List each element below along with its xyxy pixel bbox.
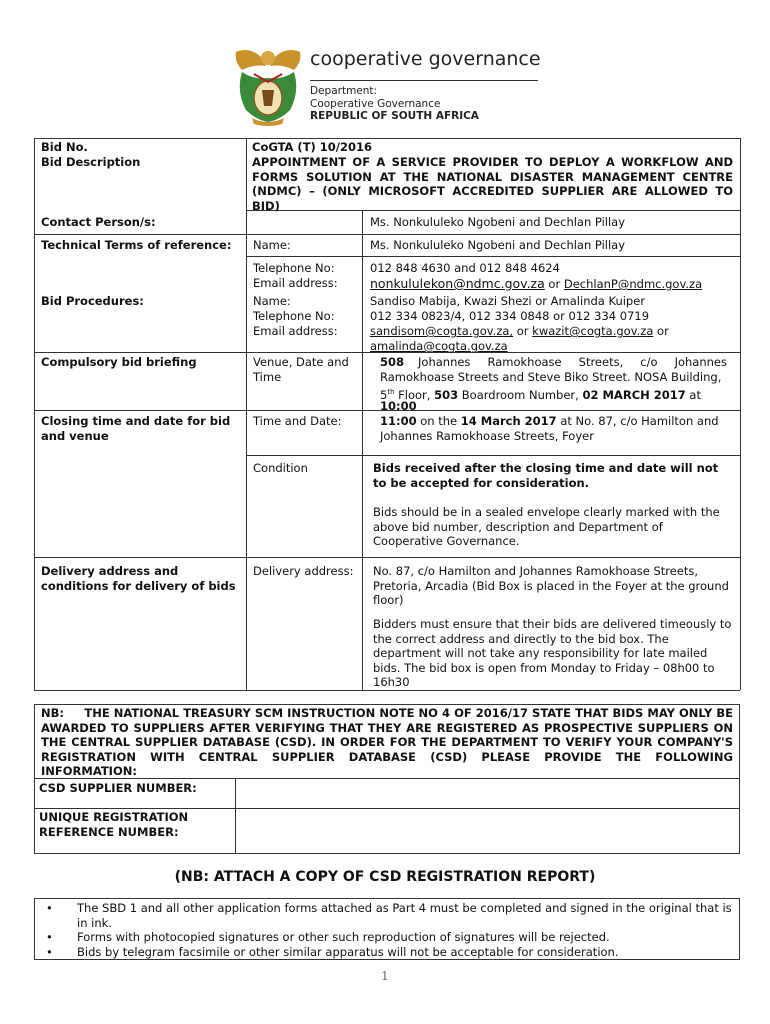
briefing-date: 02 MARCH 2017: [582, 387, 686, 402]
bid-number: CoGTA (T) 10/2016: [252, 140, 373, 154]
csd-supplier-number-field[interactable]: [236, 779, 739, 808]
label-technical-terms: Technical Terms of reference:: [41, 238, 232, 252]
row-line: [34, 234, 740, 235]
or-text: or: [513, 324, 533, 338]
closing-on: on the: [416, 414, 461, 428]
row-line: [34, 557, 740, 558]
bullet-list: [46, 901, 734, 959]
label-bid-description: Bid Description: [41, 155, 141, 169]
delivery-address: No. 87, c/o Hamilton and Johannes Ramokhoase Streets, Pretoria, Arcadia (Bid Box is placed in the Foyer at the ground floor): [373, 564, 729, 607]
attach-note: (NB: ATTACH A COPY OF CSD REGISTRATION REPORT): [174, 869, 596, 885]
briefing-line-1-text: Johannes Ramokhoase Streets, c/o Johannes: [418, 355, 727, 369]
tech-email-link-1[interactable]: nonkululekon@ndmc.gov.za: [370, 276, 545, 291]
dept-line-3: REPUBLIC OF SOUTH AFRICA: [310, 110, 479, 122]
proc-email-link-3[interactable]: amalinda@cogta.gov.za: [370, 339, 508, 353]
row-line: [246, 455, 740, 456]
brand-title: cooperative governance: [310, 48, 541, 70]
label-compulsory-briefing: Compulsory bid briefing: [41, 355, 197, 369]
tech-email-link-2[interactable]: DechlanP@ndmc.gov.za: [563, 277, 703, 291]
table-col-divider-1: [246, 138, 247, 690]
list-item: [46, 901, 734, 930]
delivery-conditions: Bidders must ensure that their bids are delivered timeously to the correct address and directly to the bid box. The department will not take any responsibility for late mailed bids. The bid box is open from Monday to Friday – 08h00 to 16h30: [373, 617, 732, 689]
condition-label: Condition: [253, 461, 308, 475]
briefing-floor-sup: th: [387, 388, 395, 396]
label-delivery-1: Delivery address and: [41, 564, 179, 578]
brand-divider: [310, 80, 538, 81]
condition-bold-text: Bids received after the closing time and date will not to be accepted for consideration.: [373, 461, 719, 490]
closing-line-1: [380, 414, 719, 429]
or-text: or: [544, 277, 564, 291]
row-line: [246, 256, 740, 257]
bullet-text: Bids by telegram facsimile or other similar apparatus will not be acceptable for consideration.: [77, 944, 619, 959]
briefing-floor-text: Floor,: [394, 387, 435, 402]
csd-unique-ref-field[interactable]: [236, 809, 739, 853]
list-item: [46, 945, 734, 960]
or-text: or: [653, 324, 669, 338]
csd-unique-ref-label-1: UNIQUE REGISTRATION: [39, 810, 189, 824]
bullet-icon: •: [46, 930, 53, 944]
tech-name: Ms. Nonkululeko Ngobeni and Dechlan Pillay: [370, 238, 626, 252]
closing-label: Time and Date:: [253, 414, 342, 428]
table-border-bottom: [34, 690, 740, 691]
label-closing-time-1: Closing time and date for bid: [41, 414, 231, 428]
coat-of-arms-logo: [232, 44, 304, 126]
briefing-label-2: Time: [253, 370, 282, 384]
bid-description: APPOINTMENT OF A SERVICE PROVIDER TO DEPLOY A WORKFLOW AND FORMS SOLUTION AT THE NATIONAL DISASTER MANAGEMENT CENTRE (NDMC) – (ONLY MICROSOFT ACCREDITED SUPPLIER ARE ALLOWED TO BID): [252, 155, 733, 213]
condition-text: Bids should be in a sealed envelope clearly marked with the above bid number, description and Department of Cooperative Governance.: [373, 505, 720, 548]
bullet-text: Forms with photocopied signatures or other such reproduction of signatures will be rejected.: [77, 930, 610, 944]
bullet-icon: •: [46, 944, 53, 959]
bullet-icon: •: [46, 901, 53, 915]
closing-rest: at No. 87, c/o Hamilton and: [556, 414, 719, 428]
contact-names: Ms. Nonkululeko Ngobeni and Dechlan Pillay: [370, 215, 626, 229]
label-closing-time-2: and venue: [41, 429, 109, 443]
proc-email-line-2: [370, 339, 508, 354]
briefing-line-1: [380, 355, 727, 370]
table-border-right: [740, 138, 741, 690]
table-border-top: [34, 138, 740, 139]
csd-nb-text: THE NATIONAL TREASURY SCM INSTRUCTION NOTE NO 4 OF 2016/17 STATE THAT BIDS MAY ONLY BE AWARDED TO SUPPLIERS AFTER VERIFYING THAT THEY ARE REGISTERED AS PROSPECTIVE SUPPLIERS ON THE CENTRAL SUPPLIER DATABASE (CSD). IN ORDER FOR THE DEPARTMENT TO VERIFY YOUR COMPANY'S REGISTRATION WITH CENTRAL SUPPLIER DATABASE (CSD) PLEASE PROVIDE THE FOLLOWING INFORMATION:: [41, 706, 733, 778]
csd-notice: [41, 706, 733, 779]
tech-email-label: Email address:: [253, 276, 338, 290]
delivery-label: Delivery address:: [253, 564, 354, 578]
csd-unique-ref-label-2: REFERENCE NUMBER:: [39, 825, 179, 839]
label-bid-no: Bid No.: [41, 140, 88, 154]
proc-email-link-2[interactable]: kwazit@cogta.gov.za: [532, 324, 654, 338]
briefing-line-3: [380, 385, 701, 402]
briefing-room-number: 503: [434, 387, 459, 402]
proc-email-link-1[interactable]: sandisom@cogta.gov.za,: [370, 324, 514, 338]
closing-date: 14 March 2017: [460, 414, 557, 428]
label-delivery-2: conditions for delivery of bids: [41, 579, 236, 593]
csd-supplier-number-label: CSD SUPPLIER NUMBER:: [39, 781, 197, 795]
briefing-time: 10:00: [380, 399, 417, 413]
proc-email-line: [370, 324, 669, 339]
briefing-number: 508: [380, 355, 405, 369]
list-item: [46, 930, 734, 945]
closing-time: 11:00: [380, 414, 417, 428]
proc-name-label: Name:: [253, 294, 291, 308]
dept-line-2: Cooperative Governance: [310, 97, 441, 110]
label-bid-procedures: Bid Procedures:: [41, 294, 144, 308]
tech-phone: 012 848 4630 and 012 848 4624: [370, 261, 560, 275]
dept-line-1: Department:: [310, 85, 378, 97]
csd-nb-prefix: NB:: [41, 706, 64, 720]
department-block: [310, 85, 479, 123]
proc-phone: 012 334 0823/4, 012 334 0848 or 012 334 0719: [370, 309, 650, 323]
proc-email-label: Email address:: [253, 324, 338, 338]
table-border-left: [34, 138, 35, 690]
table-col-divider-2: [362, 210, 363, 690]
label-contact-persons: Contact Person/s:: [41, 215, 156, 229]
briefing-at: at: [685, 387, 701, 402]
proc-phone-label: Telephone No:: [253, 309, 335, 323]
proc-name: Sandiso Mabija, Kwazi Shezi or Amalinda Kuiper: [370, 294, 646, 308]
page-number: 1: [381, 969, 389, 983]
briefing-line-2: Ramokhoase Streets and Steve Biko Street. NOSA Building,: [380, 370, 722, 384]
briefing-room-text: Boardroom Number,: [458, 387, 583, 402]
briefing-label-1: Venue, Date and: [253, 355, 349, 369]
bullet-text: The SBD 1 and all other application forms attached as Part 4 must be completed and signed in the original that is in ink.: [77, 901, 732, 930]
briefing-floor-number: 5: [380, 387, 388, 402]
tech-name-label: Name:: [253, 238, 291, 252]
closing-line-2: Johannes Ramokhoase Streets, Foyer: [380, 429, 594, 443]
tech-phone-label: Telephone No:: [253, 261, 335, 275]
tech-email-line: [370, 277, 702, 292]
